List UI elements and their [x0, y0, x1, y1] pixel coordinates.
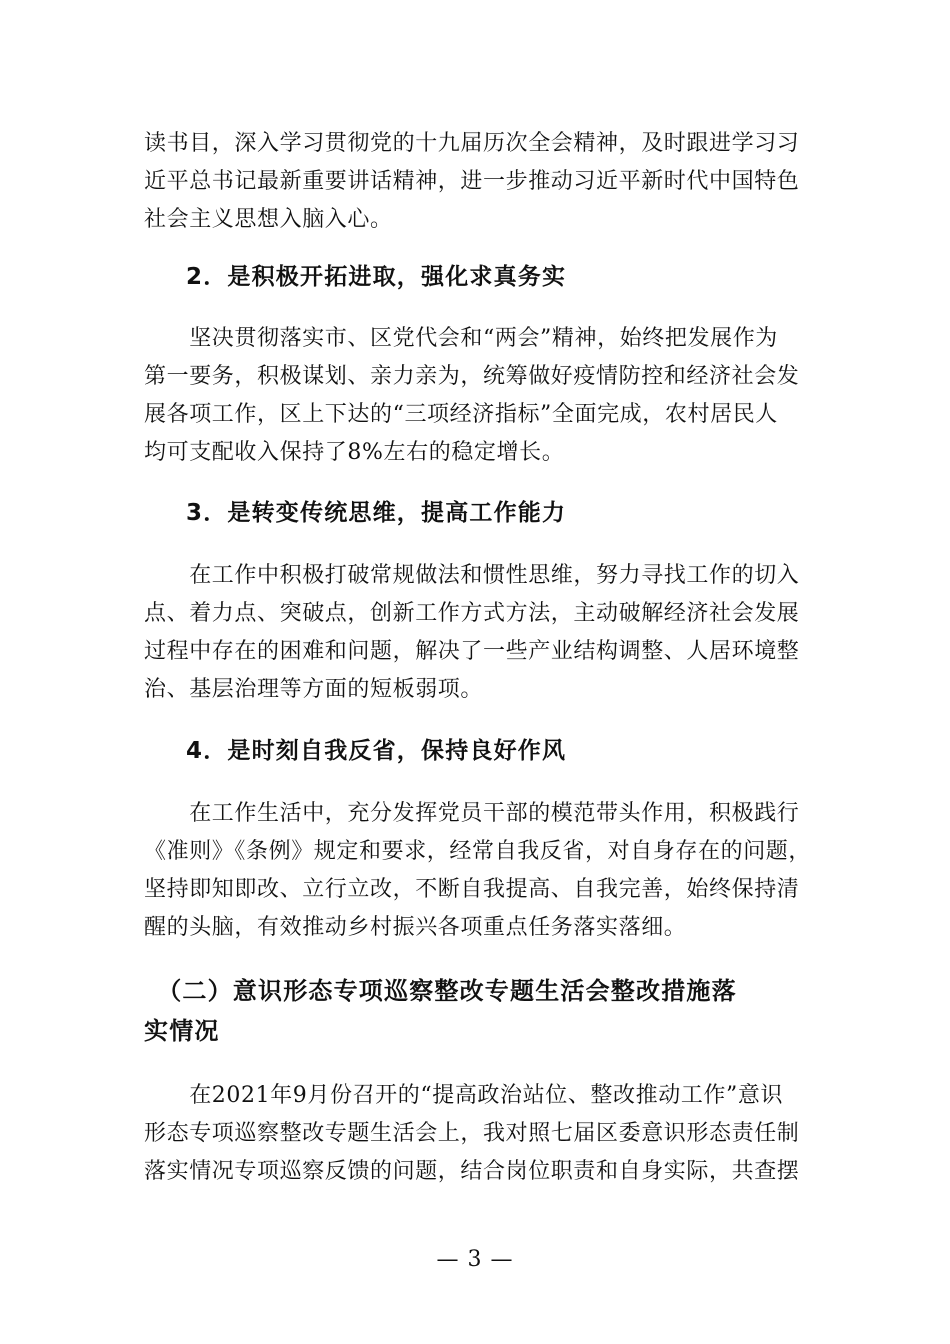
section-heading-4: 4．是时刻自我反省，保持良好作风 — [186, 738, 567, 764]
section-heading-2: 2．是积极开拓进取，强化求真务实 — [186, 264, 567, 290]
paragraph-line: 醒的头脑，有效推动乡村振兴各项重点任务落实落细。 — [144, 915, 687, 940]
paragraph-line: 读书目，深入学习贯彻党的十九届历次全会精神，及时跟进学习习 — [144, 131, 800, 156]
paragraph-line: 在工作生活中，充分发挥党员干部的模范带头作用，积极践行 — [144, 801, 800, 826]
paragraph-line: 《准则》《条例》规定和要求，经常自我反省，对自身存在的问题， — [144, 839, 812, 864]
section-heading-part2: （二）意识形态专项巡察整改专题生活会整改措施落 — [144, 977, 737, 1005]
paragraph-line: 第一要务，积极谋划、亲力亲为，统筹做好疫情防控和经济社会发 — [144, 364, 800, 389]
section-heading-part2-continued: 实情况 — [144, 1017, 220, 1045]
paragraph-line: 坚持即知即改、立行立改，不断自我提高、自我完善，始终保持清 — [144, 877, 800, 902]
paragraph-line: 治、基层治理等方面的短板弱项。 — [144, 677, 484, 702]
paragraph-line: 形态专项巡察整改专题生活会上，我对照七届区委意识形态责任制 — [144, 1121, 800, 1146]
paragraph-line: 近平总书记最新重要讲话精神，进一步推动习近平新时代中国特色 — [144, 169, 800, 194]
paragraph-line: 在工作中积极打破常规做法和惯性思维，努力寻找工作的切入 — [144, 563, 800, 588]
page-number: — 3 — — [436, 1247, 514, 1272]
paragraph-line: 落实情况专项巡察反馈的问题，结合岗位职责和自身实际，共查摆 — [144, 1159, 800, 1184]
paragraph-line: 均可支配收入保持了8%左右的稳定增长。 — [144, 440, 565, 465]
section-heading-3: 3．是转变传统思维，提高工作能力 — [186, 500, 567, 526]
paragraph-line: 展各项工作，区上下达的“三项经济指标”全面完成，农村居民人 — [144, 402, 778, 427]
paragraph-line: 点、着力点、突破点，创新工作方式方法，主动破解经济社会发展 — [144, 601, 800, 626]
paragraph-line: 过程中存在的困难和问题，解决了一些产业结构调整、人居环境整 — [144, 639, 800, 664]
paragraph-line: 社会主义思想入脑入心。 — [144, 207, 393, 232]
paragraph-line: 在2021年9月份召开的“提高政治站位、整改推动工作”意识 — [144, 1083, 784, 1108]
paragraph-line: 坚决贯彻落实市、区党代会和“两会”精神，始终把发展作为 — [144, 326, 778, 351]
